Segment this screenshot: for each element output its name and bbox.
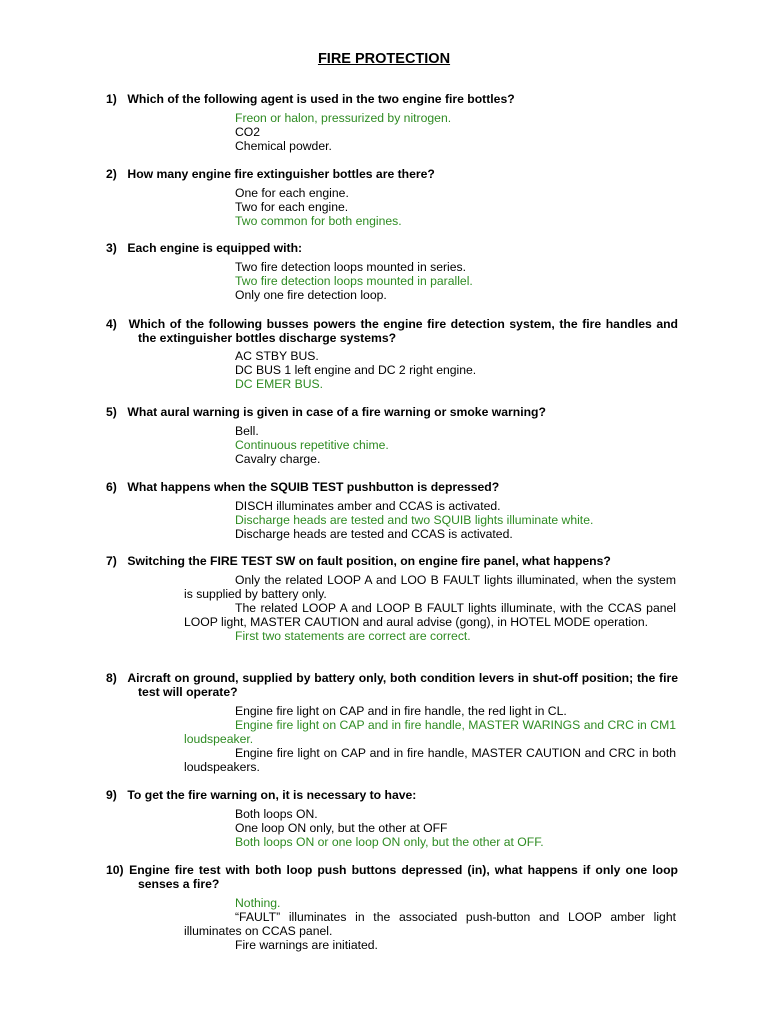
question-number: 4) xyxy=(106,317,117,331)
question-text: Engine fire test with both loop push buttons depressed (in), what happens if only one loop senses a fire? xyxy=(129,863,678,891)
question-number: 8) xyxy=(106,671,117,685)
question-2 xyxy=(106,167,678,181)
answer-option: AC STBY BUS. xyxy=(235,349,319,363)
answer-option: Discharge heads are tested and two SQUIB lights illuminate white. xyxy=(235,513,594,527)
question-3 xyxy=(106,241,678,255)
answer-option: DC EMER BUS. xyxy=(235,377,324,391)
answers-7 xyxy=(184,573,676,643)
question-1 xyxy=(106,92,678,106)
answer-option: “FAULT” illuminates in the associated push-button and LOOP amber light illuminates on CCAS panel. xyxy=(184,910,676,938)
answer-option: Bell. xyxy=(235,424,259,438)
question-number: 10) xyxy=(106,863,124,877)
question-text: Which of the following busses powers the engine fire detection system, the fire handles and the extinguisher bottles discharge systems? xyxy=(128,317,679,345)
question-4 xyxy=(106,317,678,345)
answer-option: Engine fire light on CAP and in fire handle, the red light in CL. xyxy=(235,704,567,718)
answers-6 xyxy=(235,499,678,541)
answers-9 xyxy=(235,807,678,849)
answer-option: Both loops ON. xyxy=(235,807,318,821)
question-text: Which of the following agent is used in the two engine fire bottles? xyxy=(127,92,515,106)
question-text: How many engine fire extinguisher bottles are there? xyxy=(127,167,435,181)
question-7 xyxy=(106,554,678,568)
answer-option: Both loops ON or one loop ON only, but the other at OFF. xyxy=(235,835,544,849)
question-number: 6) xyxy=(106,480,117,494)
question-text: Switching the FIRE TEST SW on fault position, on engine fire panel, what happens? xyxy=(127,554,611,568)
question-5 xyxy=(106,405,678,419)
answer-option: CO2 xyxy=(235,125,261,139)
answers-8 xyxy=(184,704,676,774)
answer-option: Nothing. xyxy=(235,896,281,910)
answer-option: Two fire detection loops mounted in parallel. xyxy=(235,274,473,288)
answer-option: Fire warnings are initiated. xyxy=(235,938,378,952)
answers-10 xyxy=(184,896,676,952)
answer-option: Cavalry charge. xyxy=(235,452,321,466)
question-8 xyxy=(106,671,678,699)
answer-option: The related LOOP A and LOOP B FAULT lights illuminate, with the CCAS panel LOOP light, MASTER CAUTION and aural advise (gong), in HOTEL MODE operation. xyxy=(184,601,676,629)
answers-4 xyxy=(235,349,678,391)
question-text: What happens when the SQUIB TEST pushbutton is depressed? xyxy=(127,480,500,494)
answer-option: Only one fire detection loop. xyxy=(235,288,387,302)
answers-2 xyxy=(235,186,678,228)
answer-option: Two for each engine. xyxy=(235,200,349,214)
answer-option: DC BUS 1 left engine and DC 2 right engine. xyxy=(235,363,477,377)
answer-option: Continuous repetitive chime. xyxy=(235,438,389,452)
answer-option: Freon or halon, pressurized by nitrogen. xyxy=(235,111,452,125)
answer-option: Chemical powder. xyxy=(235,139,332,153)
page-title: FIRE PROTECTION xyxy=(317,51,451,67)
answer-option: Discharge heads are tested and CCAS is activated. xyxy=(235,527,513,541)
answer-option: One loop ON only, but the other at OFF xyxy=(235,821,448,835)
question-9 xyxy=(106,788,678,802)
question-text: What aural warning is given in case of a fire warning or smoke warning? xyxy=(127,405,546,419)
question-number: 7) xyxy=(106,554,117,568)
question-number: 1) xyxy=(106,92,117,106)
question-number: 5) xyxy=(106,405,117,419)
answer-option: One for each engine. xyxy=(235,186,349,200)
answer-option: Two common for both engines. xyxy=(235,214,402,228)
answers-5 xyxy=(235,424,678,466)
answers-1 xyxy=(235,111,678,153)
question-text: Each engine is equipped with: xyxy=(127,241,303,255)
answers-3 xyxy=(235,260,678,302)
answer-option: Only the related LOOP A and LOO B FAULT lights illuminated, when the system is supplied by battery only. xyxy=(184,573,676,601)
question-number: 3) xyxy=(106,241,117,255)
answer-option: Two fire detection loops mounted in series. xyxy=(235,260,467,274)
answer-option: Engine fire light on CAP and in fire handle, MASTER WARINGS and CRC in CM1 loudspeaker. xyxy=(184,718,676,746)
question-10 xyxy=(106,863,678,891)
question-text: To get the fire warning on, it is necessary to have: xyxy=(127,788,417,802)
question-number: 9) xyxy=(106,788,117,802)
answer-option: DISCH illuminates amber and CCAS is activated. xyxy=(235,499,501,513)
question-6 xyxy=(106,480,678,494)
question-text: Aircraft on ground, supplied by battery only, both condition levers in shut-off position; the fire test will operate? xyxy=(127,671,678,699)
answer-option: First two statements are correct are correct. xyxy=(235,629,471,643)
question-number: 2) xyxy=(106,167,117,181)
answer-option: Engine fire light on CAP and in fire handle, MASTER CAUTION and CRC in both loudspeakers. xyxy=(184,746,676,774)
